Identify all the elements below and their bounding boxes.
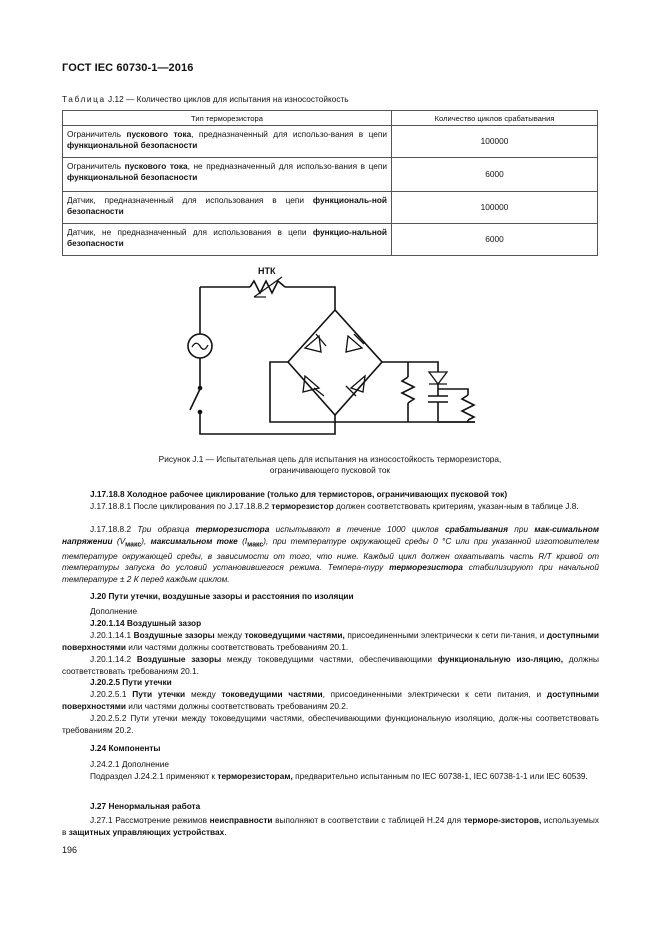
paragraph-j271: J.27.1 Рассмотрение режимов неисправности выполняют в соответствии с таблицей Н.24 для терморе-зисторов, используемых в защитных управляющих устройствах.: [62, 815, 599, 837]
switch-icon: [190, 389, 200, 410]
diode-icon: [346, 334, 364, 352]
paragraph-j2421: J.24.2.1 Дополнение: [90, 759, 169, 769]
col-header-cycles: Количество циклов срабатывания: [392, 111, 598, 126]
heading-j20: J.20 Пути утечки, воздушные зазоры и расстояния по изоляции: [90, 591, 354, 601]
heading-j24: J.24 Компоненты: [90, 743, 161, 753]
cycles-table: [62, 110, 598, 256]
table-header-row: [63, 111, 598, 126]
paragraph-subsection: Подраздел J.24.2.1 применяют к терморезисторам, предварительно испытанным по IEC 60738-1, IEC 60738-1-1 или IEC 60539.: [90, 771, 588, 781]
heading-j27: J.27 Ненормальная работа: [90, 801, 201, 811]
table-cell-type: Датчик, не предназначенный для использования в цепи функцио-нальной безопасности: [63, 224, 392, 256]
paragraph-j171882: J.17.18.8.2 Три образца терморезистора испытывают в течение 1000 циклов срабатывания при мак-симальном напряжении $(V_{макс})$, максимальном токе $(I_{макс})$, при температуре окружающей среды 0 °С или при указанной изготовителем температуре окружающей среды, в зависимости от того, что ниже. Каждый цикл должен охватывать часть R/T кривой от температуры запуска до условий установившегося режима. Темпера-туру терморезистора стабилизируют при начальной температуре ± 2 К перед каждым циклом.: [62, 524, 600, 585]
table-row: [63, 158, 598, 192]
col-header-type: Тип терморезистора: [63, 111, 392, 126]
table-cell-type: Датчик, предназначенный для использования в цепи функциональ-ной безопасности: [63, 192, 392, 224]
table-cell-cycles: 100000: [392, 126, 598, 158]
figure-caption-line1: Рисунок J.1 — Испытательная цепь для испытания на износостойкость терморезистора,: [158, 454, 502, 464]
paragraph-j20252: J.20.2.5.2 Пути утечки между токоведущими частями, обеспечивающими функциональную изоляцию, долж-ны соответствовать требованиям 20.2.: [62, 713, 599, 735]
ntc-label: НТК: [258, 266, 276, 276]
paragraph-j201141: J.20.1.14.1 Воздушные зазоры между токоведущими частями, присоединенными электрически к сети пи-тания, и доступными поверхностями или частями должны соответствовать требованиям 20.1.: [62, 630, 599, 652]
addition-label: Дополнение: [90, 606, 138, 616]
paragraph-j20251: J.20.2.5.1 Пути утечки между токоведущими частями, присоединенными электрически к сети питания, и доступными поверхностями или частями должны соответствовать требованиям 20.2.: [62, 689, 599, 711]
test-circuit-diagram: [170, 262, 490, 442]
table-cell-cycles: 100000: [392, 192, 598, 224]
table-cell-cycles: 6000: [392, 224, 598, 256]
table-caption: [62, 94, 349, 104]
table-caption-text: J.12 — Количество циклов для испытания на износостойкость: [105, 94, 349, 104]
paragraph-j201142: J.20.1.14.2 Воздушные зазоры между токоведущими частями, обеспечивающими функциональную изо-ляцию, должны соответствовать требованиям 20.1.: [62, 654, 599, 676]
zener-diode-icon: [429, 372, 447, 384]
heading-j20114: J.20.1.14 Воздушный зазор: [90, 618, 202, 628]
resistor-icon: [402, 377, 414, 403]
capacitor-icon: [428, 396, 448, 402]
paragraph-j171881: J.17.18.8.1 После циклирования по J.17.18.8.2 терморезистор должен соответствовать критериям, указан-ным в таблице J.8.: [90, 501, 579, 511]
page-number: 196: [62, 845, 78, 855]
table-row: [63, 192, 598, 224]
diode-bridge: [288, 310, 382, 415]
diode-icon: [305, 334, 326, 352]
diode-icon: [303, 376, 324, 396]
document-header: ГОСТ IEC 60730-1—2016: [62, 62, 194, 74]
table-cell-type: Ограничитель пускового тока, не предназначенный для использо-вания в цепи функциональной безопасности: [63, 158, 392, 192]
table-cell-cycles: 6000: [392, 158, 598, 192]
heading-j2025: J.20.2.5 Пути утечки: [90, 677, 172, 687]
table-caption-prefix: Таблица: [62, 94, 106, 104]
table-cell-type: Ограничитель пускового тока, предназначенный для использо-вания в цепи функциональной безопасности: [63, 126, 392, 158]
resistor-icon: [462, 395, 474, 420]
table-row: [63, 126, 598, 158]
figure-caption-line2: ограничивающего пусковой ток: [269, 465, 391, 475]
table-row: [63, 224, 598, 256]
heading-j17188: J.17.18.8 Холодное рабочее циклирование (только для термисторов, ограничивающих пусковой ток): [90, 489, 508, 499]
